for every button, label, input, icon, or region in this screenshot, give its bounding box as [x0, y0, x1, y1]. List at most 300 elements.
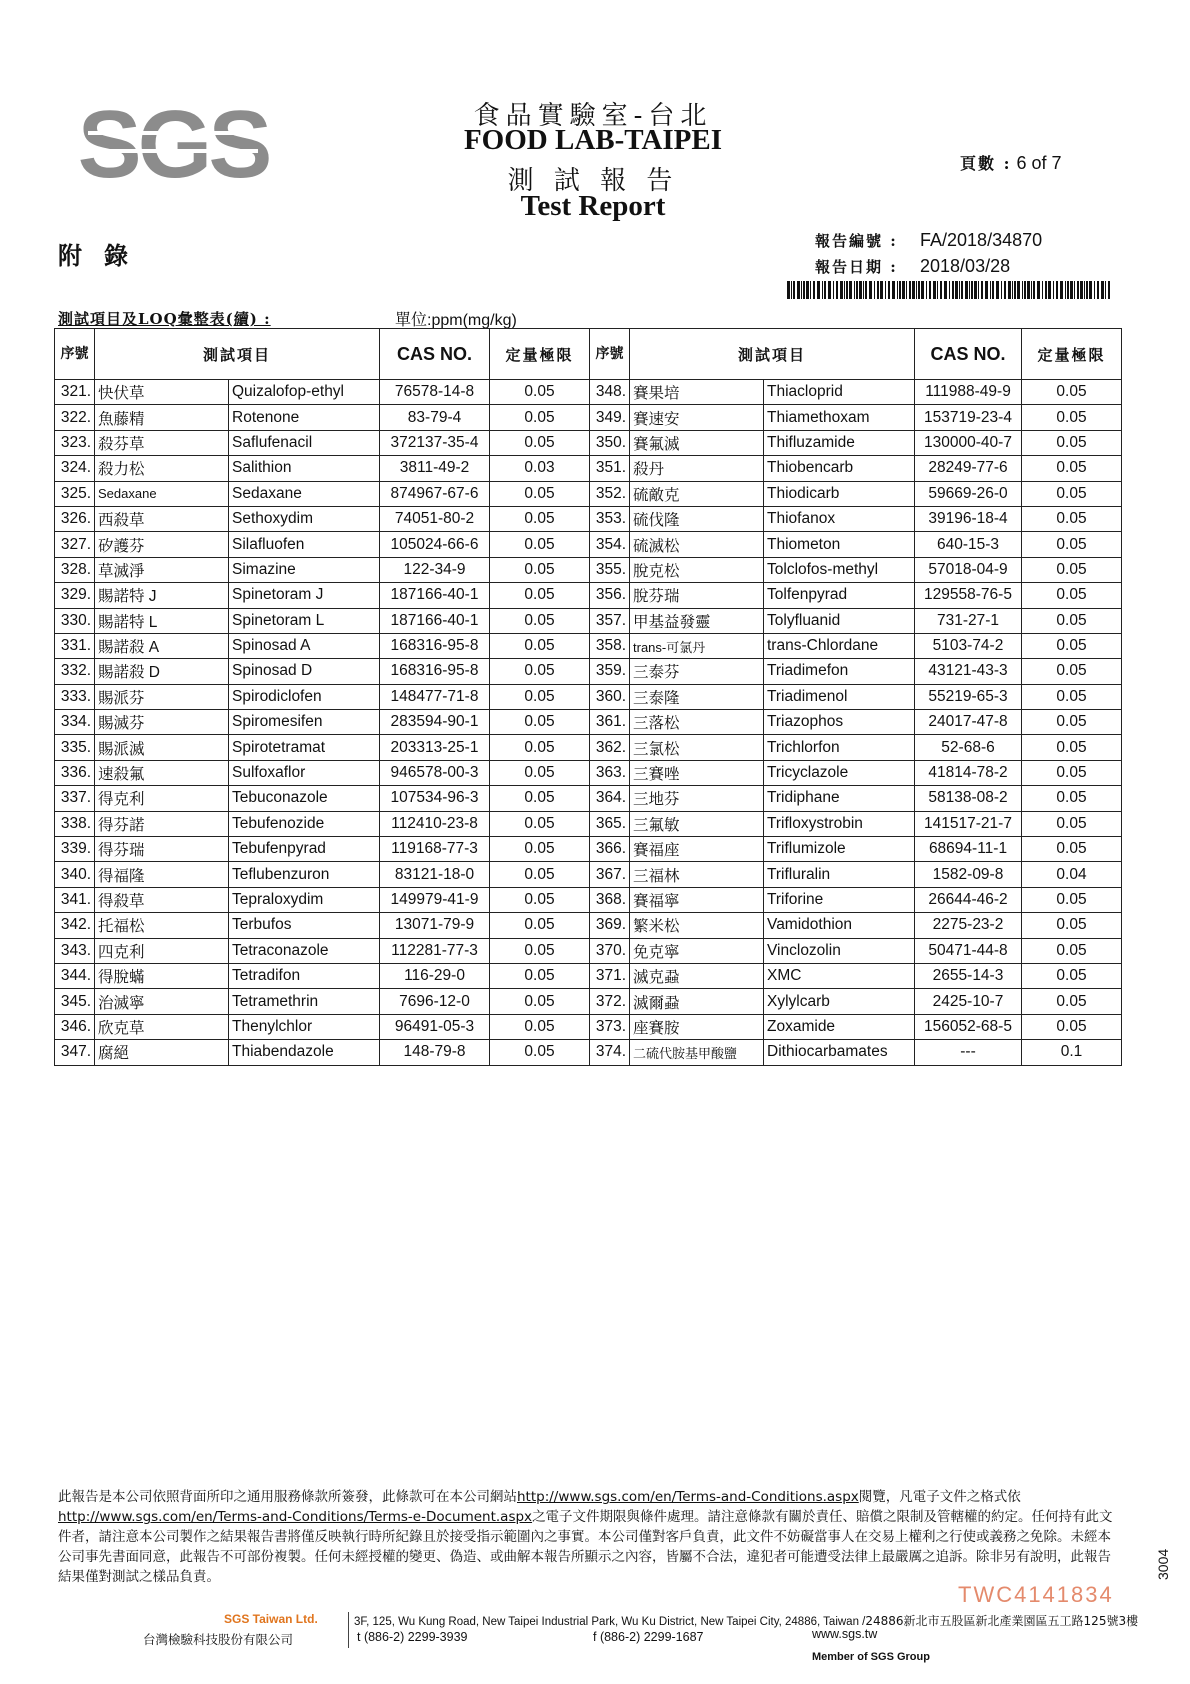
item-name-cn: 座賽胺 — [630, 1014, 764, 1039]
item-name-en: Tolyfluanid — [764, 608, 915, 633]
barcode-bar — [844, 281, 845, 299]
barcode-bar — [1094, 281, 1095, 299]
report-date-label: 報告日期 : — [815, 258, 898, 276]
barcode-bar — [865, 281, 867, 299]
item-name-cn: 得克利 — [95, 786, 229, 811]
loq-value: 0.05 — [1022, 506, 1122, 531]
row-number: 350. — [590, 430, 630, 455]
barcode-bar — [803, 281, 805, 299]
table-row — [55, 913, 590, 938]
loq-value: 0.05 — [490, 786, 590, 811]
row-number: 332. — [55, 659, 95, 684]
loq-value: 0.05 — [1022, 837, 1122, 862]
barcode-bar — [974, 281, 977, 299]
item-name-cn: 得殺草 — [95, 887, 229, 912]
item-name-en: Tebuconazole — [229, 786, 380, 811]
item-name-en: Sulfoxaflor — [229, 760, 380, 785]
barcode-bar — [952, 281, 954, 299]
item-name-en: Triadimefon — [764, 659, 915, 684]
row-number: 372. — [590, 989, 630, 1014]
table-row — [55, 811, 590, 836]
loq-value: 0.05 — [490, 405, 590, 430]
row-number: 352. — [590, 481, 630, 506]
row-number: 365. — [590, 811, 630, 836]
cas-number: 74051-80-2 — [380, 506, 490, 531]
loq-value: 0.05 — [490, 633, 590, 658]
barcode-bar — [813, 281, 815, 299]
table-row — [55, 659, 590, 684]
item-name-en: Zoxamide — [764, 1014, 915, 1039]
barcode-bar — [978, 281, 979, 299]
item-name-en: Saflufenacil — [229, 430, 380, 455]
cas-number: 153719-23-4 — [915, 405, 1022, 430]
item-name-en: Tebufenpyrad — [229, 837, 380, 862]
item-name-en: Trichlorfon — [764, 735, 915, 760]
barcode-bar — [824, 281, 826, 299]
cas-number: 3811-49-2 — [380, 456, 490, 481]
barcode-bar — [791, 281, 792, 299]
terms-text — [58, 1487, 1113, 1587]
website[interactable]: www.sgs.tw — [812, 1627, 878, 1641]
table-body-right — [590, 380, 1122, 1066]
barcode-bar — [902, 281, 905, 299]
loq-value: 0.05 — [1022, 430, 1122, 455]
item-name-cn: 賽速安 — [630, 405, 764, 430]
item-name-cn: 托福松 — [95, 913, 229, 938]
loq-value: 0.05 — [1022, 710, 1122, 735]
row-number: 345. — [55, 989, 95, 1014]
table-row — [590, 811, 1122, 836]
item-name-en: Sethoxydim — [229, 506, 380, 531]
item-name-cn: 甲基益發靈 — [630, 608, 764, 633]
table-row — [55, 684, 590, 709]
company-name-en: SGS Taiwan Ltd. — [224, 1612, 318, 1626]
item-name-cn: 三地芬 — [630, 786, 764, 811]
barcode-bar — [1101, 281, 1104, 299]
loq-value: 0.05 — [490, 481, 590, 506]
row-number: 361. — [590, 710, 630, 735]
barcode-bar — [959, 281, 960, 299]
loq-value: 0.05 — [490, 430, 590, 455]
item-name-en: Thiabendazole — [229, 1040, 380, 1065]
barcode-bar — [969, 281, 970, 299]
loq-value: 0.05 — [1022, 405, 1122, 430]
cas-number: 105024-66-6 — [380, 532, 490, 557]
barcode-bar — [1084, 281, 1085, 299]
barcode-bar — [880, 281, 883, 299]
barcode-bar — [929, 281, 931, 299]
table-row — [590, 1014, 1122, 1039]
row-number: 342. — [55, 913, 95, 938]
row-number: 362. — [590, 735, 630, 760]
row-number: 344. — [55, 963, 95, 988]
item-name-cn: 賜派芬 — [95, 684, 229, 709]
barcode-bar — [1080, 281, 1083, 299]
report-date — [815, 256, 1010, 277]
barcode-bar — [787, 281, 790, 299]
barcode-bar — [1056, 281, 1058, 299]
barcode-bar — [1024, 281, 1026, 299]
loq-value: 0.05 — [490, 557, 590, 582]
item-name-en: Triazophos — [764, 710, 915, 735]
item-name-en: Spirotetramat — [229, 735, 380, 760]
barcode-bar — [833, 281, 834, 299]
barcode-bar — [1086, 281, 1088, 299]
terms-link-2[interactable]: http://www.sgs.com/en/Terms-and-Conditions/Terms-e-Document.aspx — [58, 1509, 533, 1525]
row-number: 328. — [55, 557, 95, 582]
cas-number: 5103-74-2 — [915, 633, 1022, 658]
item-name-cn: 得芬瑞 — [95, 837, 229, 862]
header-no: 序號 — [590, 329, 630, 380]
row-number: 355. — [590, 557, 630, 582]
svg-text:SGS: SGS — [77, 91, 269, 198]
row-number: 331. — [55, 633, 95, 658]
item-name-en: Thiacloprid — [764, 380, 915, 405]
table-row — [55, 481, 590, 506]
table-row — [55, 938, 590, 963]
item-name-cn: 賜滅芬 — [95, 710, 229, 735]
loq-value: 0.05 — [1022, 963, 1122, 988]
item-name-en: Dithiocarbamates — [764, 1040, 915, 1065]
barcode-bar — [955, 281, 958, 299]
item-name-cn: 賽福寧 — [630, 887, 764, 912]
table-row — [55, 887, 590, 912]
barcode-bar — [965, 281, 968, 299]
page-value: 6 of 7 — [1016, 153, 1062, 173]
item-name-cn: 快伏草 — [95, 380, 229, 405]
table-row — [590, 913, 1122, 938]
cas-number: 24017-47-8 — [915, 710, 1022, 735]
item-name-cn: 殺力松 — [95, 456, 229, 481]
item-name-cn: 三落松 — [630, 710, 764, 735]
barcode-bar — [1004, 281, 1006, 299]
row-number: 354. — [590, 532, 630, 557]
row-number: 322. — [55, 405, 95, 430]
item-name-cn: 賽氟滅 — [630, 430, 764, 455]
report-number — [815, 230, 1042, 251]
barcode-bar — [1037, 281, 1040, 299]
loq-value: 0.05 — [1022, 811, 1122, 836]
item-name-en: Vamidothion — [764, 913, 915, 938]
item-name-cn: 賜派滅 — [95, 735, 229, 760]
table-row — [590, 710, 1122, 735]
row-number: 358. — [590, 633, 630, 658]
loq-value: 0.05 — [1022, 735, 1122, 760]
item-name-cn: 三氯松 — [630, 735, 764, 760]
member-of-sgs: Member of SGS Group — [812, 1651, 930, 1663]
header-item: 測試項目 — [630, 329, 915, 380]
table-row — [590, 380, 1122, 405]
item-name-en: Terbufos — [229, 913, 380, 938]
barcode-bar — [1105, 281, 1106, 299]
item-name-en: Spinetoram L — [229, 608, 380, 633]
cas-number: 116-29-0 — [380, 963, 490, 988]
table-row — [55, 862, 590, 887]
loq-value: 0.05 — [1022, 380, 1122, 405]
row-number: 333. — [55, 684, 95, 709]
row-number: 341. — [55, 887, 95, 912]
item-name-cn: 賜諾殺 A — [95, 633, 229, 658]
barcode-bar — [859, 281, 862, 299]
loq-value: 0.05 — [490, 837, 590, 862]
loq-value: 0.05 — [490, 532, 590, 557]
loq-value: 0.05 — [490, 811, 590, 836]
row-number: 370. — [590, 938, 630, 963]
item-name-cn: 殺丹 — [630, 456, 764, 481]
table-row — [55, 989, 590, 1014]
cas-number: 156052-68-5 — [915, 1014, 1022, 1039]
loq-value: 0.05 — [490, 684, 590, 709]
loq-value: 0.05 — [490, 1040, 590, 1065]
item-name-cn: 繁米松 — [630, 913, 764, 938]
barcode-bar — [840, 281, 843, 299]
loq-value: 0.05 — [1022, 456, 1122, 481]
item-name-cn: 硫伐隆 — [630, 506, 764, 531]
barcode-bar — [944, 281, 947, 299]
table-row — [55, 430, 590, 455]
item-name-en: Silafluofen — [229, 532, 380, 557]
row-number: 334. — [55, 710, 95, 735]
item-name-en: Tetradifon — [229, 963, 380, 988]
cas-number: 52-68-6 — [915, 735, 1022, 760]
table-row — [55, 583, 590, 608]
report-no-label: 報告編號 : — [815, 232, 898, 250]
loq-value: 0.05 — [490, 608, 590, 633]
barcode-bar — [856, 281, 858, 299]
barcode-bar — [797, 281, 800, 299]
item-name-en: Spinetoram J — [229, 583, 380, 608]
table-row — [55, 837, 590, 862]
item-name-cn: 四克利 — [95, 938, 229, 963]
item-name-cn: 得脫蟎 — [95, 963, 229, 988]
cas-number: --- — [915, 1040, 1022, 1065]
row-number: 357. — [590, 608, 630, 633]
cas-number: 76578-14-8 — [380, 380, 490, 405]
item-name-en: Thiamethoxam — [764, 405, 915, 430]
row-number: 359. — [590, 659, 630, 684]
barcode-bar — [916, 281, 917, 299]
loq-value: 0.05 — [490, 710, 590, 735]
barcode-bar — [996, 281, 999, 299]
cas-number: 26644-46-2 — [915, 887, 1022, 912]
item-name-en: Quizalofop-ethyl — [229, 380, 380, 405]
row-number: 336. — [55, 760, 95, 785]
terms-part-2: 閱覽，凡電子文件之格式依 — [858, 1489, 1021, 1505]
address-en: 3F, 125, Wu Kung Road, New Taipei Industrial Park, Wu Ku District, New Taipei City, 24886, Taiwan / — [354, 1616, 866, 1628]
item-name-cn: 魚藤精 — [95, 405, 229, 430]
barcode-bar — [801, 281, 802, 299]
address-cn: 24886新北市五股區新北產業園區五工路125號3樓 — [865, 1614, 1139, 1628]
cas-number: 1582-09-8 — [915, 862, 1022, 887]
subtitle-en: Test Report — [520, 190, 666, 222]
row-number: 329. — [55, 583, 95, 608]
barcode-bar — [1027, 281, 1030, 299]
cas-number: 13071-79-9 — [380, 913, 490, 938]
barcode-bar — [1053, 281, 1054, 299]
row-number: 351. — [590, 456, 630, 481]
cas-number: 55219-65-3 — [915, 684, 1022, 709]
loq-value: 0.05 — [490, 862, 590, 887]
item-name-cn: 殺芬草 — [95, 430, 229, 455]
table-row — [55, 506, 590, 531]
row-number: 363. — [590, 760, 630, 785]
item-name-en: Thenylchlor — [229, 1014, 380, 1039]
loq-value: 0.05 — [490, 963, 590, 988]
cas-number: 50471-44-8 — [915, 938, 1022, 963]
row-number: 371. — [590, 963, 630, 988]
sgs-logo — [77, 91, 269, 198]
item-name-en: trans-Chlordane — [764, 633, 915, 658]
table-row — [590, 1040, 1122, 1065]
cas-number: 111988-49-9 — [915, 380, 1022, 405]
loq-value: 0.04 — [1022, 862, 1122, 887]
row-number: 367. — [590, 862, 630, 887]
row-number: 374. — [590, 1040, 630, 1065]
barcode-bar — [897, 281, 898, 299]
table-row — [590, 862, 1122, 887]
item-name-cn: 三泰芬 — [630, 659, 764, 684]
row-number: 349. — [590, 405, 630, 430]
cas-number: 148477-71-8 — [380, 684, 490, 709]
cas-number: 112281-77-3 — [380, 938, 490, 963]
item-name-cn: 三氟敏 — [630, 811, 764, 836]
row-number: 343. — [55, 938, 95, 963]
item-name-en: Thifluzamide — [764, 430, 915, 455]
barcode-bar — [1017, 281, 1020, 299]
cas-number: 129558-76-5 — [915, 583, 1022, 608]
item-name-en: Spinosad D — [229, 659, 380, 684]
row-number: 321. — [55, 380, 95, 405]
row-number: 360. — [590, 684, 630, 709]
item-name-cn: 硫滅松 — [630, 532, 764, 557]
item-name-en: Rotenone — [229, 405, 380, 430]
barcode-bar — [926, 281, 927, 299]
barcode-bar — [1065, 281, 1066, 299]
item-name-cn: trans-可氯丹 — [630, 633, 764, 658]
row-number: 364. — [590, 786, 630, 811]
cas-number: 122-34-9 — [380, 557, 490, 582]
row-number: 326. — [55, 506, 95, 531]
table-row — [55, 1014, 590, 1039]
loq-value: 0.05 — [1022, 633, 1122, 658]
item-name-cn: 賜諾殺 D — [95, 659, 229, 684]
table-row — [55, 608, 590, 633]
table-row — [590, 735, 1122, 760]
barcode-bar — [1014, 281, 1016, 299]
item-name-cn: 脫芬瑞 — [630, 583, 764, 608]
loq-value: 0.05 — [1022, 938, 1122, 963]
item-name-en: Simazine — [229, 557, 380, 582]
cas-number: 112410-23-8 — [380, 811, 490, 836]
barcode-bar — [940, 281, 942, 299]
item-name-cn: 三賽唑 — [630, 760, 764, 785]
header-cas: CAS NO. — [380, 329, 490, 380]
barcode-bar — [1077, 281, 1079, 299]
item-name-en: Spirodiclofen — [229, 684, 380, 709]
barcode-bar — [985, 281, 988, 299]
header-loq: 定量極限 — [490, 329, 590, 380]
item-name-cn: 賽福座 — [630, 837, 764, 862]
table-row — [590, 608, 1122, 633]
item-name-en: Triflumizole — [764, 837, 915, 862]
item-name-en: Spinosad A — [229, 633, 380, 658]
barcode-bar — [1001, 281, 1002, 299]
table-subtitle: 測試項目及LOQ彙整表(續) : — [58, 310, 271, 328]
side-code: 3004 — [1155, 1548, 1171, 1580]
cas-number: 59669-26-0 — [915, 481, 1022, 506]
appendix-heading: 附錄 — [58, 241, 150, 270]
table-row — [590, 938, 1122, 963]
header-item: 測試項目 — [95, 329, 380, 380]
barcode-bar — [921, 281, 924, 299]
item-name-cn: 三泰隆 — [630, 684, 764, 709]
table-row — [55, 405, 590, 430]
cas-number: 372137-35-4 — [380, 430, 490, 455]
barcode-bar — [874, 281, 875, 299]
loq-value: 0.05 — [1022, 659, 1122, 684]
barcode-bar — [1074, 281, 1075, 299]
cas-number: 57018-04-9 — [915, 557, 1022, 582]
loq-value: 0.05 — [1022, 1014, 1122, 1039]
cas-number: 203313-25-1 — [380, 735, 490, 760]
barcode-bar — [877, 281, 879, 299]
barcode-bar — [793, 281, 795, 299]
barcode-bar — [885, 281, 886, 299]
item-name-cn: 腐絕 — [95, 1040, 229, 1065]
table-unit: 單位:ppm(mg/kg) — [395, 312, 517, 329]
loq-value: 0.05 — [1022, 989, 1122, 1014]
loq-value: 0.05 — [490, 989, 590, 1014]
row-number: 346. — [55, 1014, 95, 1039]
barcode-bar — [1042, 281, 1043, 299]
item-name-en: Tepraloxydim — [229, 887, 380, 912]
item-name-en: Tebufenozide — [229, 811, 380, 836]
item-name-en: Tricyclazole — [764, 760, 915, 785]
loq-value: 0.05 — [490, 887, 590, 912]
barcode-bar — [1097, 281, 1099, 299]
item-name-cn: 脫克松 — [630, 557, 764, 582]
loq-value: 0.05 — [490, 938, 590, 963]
barcode-bar — [888, 281, 890, 299]
barcode-bar — [971, 281, 973, 299]
item-name-cn: 矽護芬 — [95, 532, 229, 557]
page-label: 頁數 : — [960, 154, 1012, 173]
table-row — [590, 837, 1122, 862]
loq-value: 0.05 — [1022, 583, 1122, 608]
row-number: 323. — [55, 430, 95, 455]
table-row — [590, 481, 1122, 506]
cas-number: 83121-18-0 — [380, 862, 490, 887]
cas-number: 43121-43-3 — [915, 659, 1022, 684]
loq-value: 0.05 — [1022, 913, 1122, 938]
loq-value: 0.05 — [490, 659, 590, 684]
item-name-en: Vinclozolin — [764, 938, 915, 963]
terms-link-1[interactable]: http://www.sgs.com/en/Terms-and-Conditions.aspx — [517, 1489, 859, 1505]
cas-number: 119168-77-3 — [380, 837, 490, 862]
barcode-bar — [1070, 281, 1073, 299]
item-name-en: Sedaxane — [229, 481, 380, 506]
table-row — [55, 380, 590, 405]
table-row — [590, 760, 1122, 785]
barcode-bar — [1089, 281, 1092, 299]
barcode-bar — [836, 281, 838, 299]
barcode-bar — [828, 281, 831, 299]
table-row — [55, 963, 590, 988]
loq-value: 0.05 — [490, 506, 590, 531]
report-date-value: 2018/03/28 — [920, 256, 1011, 276]
item-name-en: Trifloxystrobin — [764, 811, 915, 836]
row-number: 335. — [55, 735, 95, 760]
